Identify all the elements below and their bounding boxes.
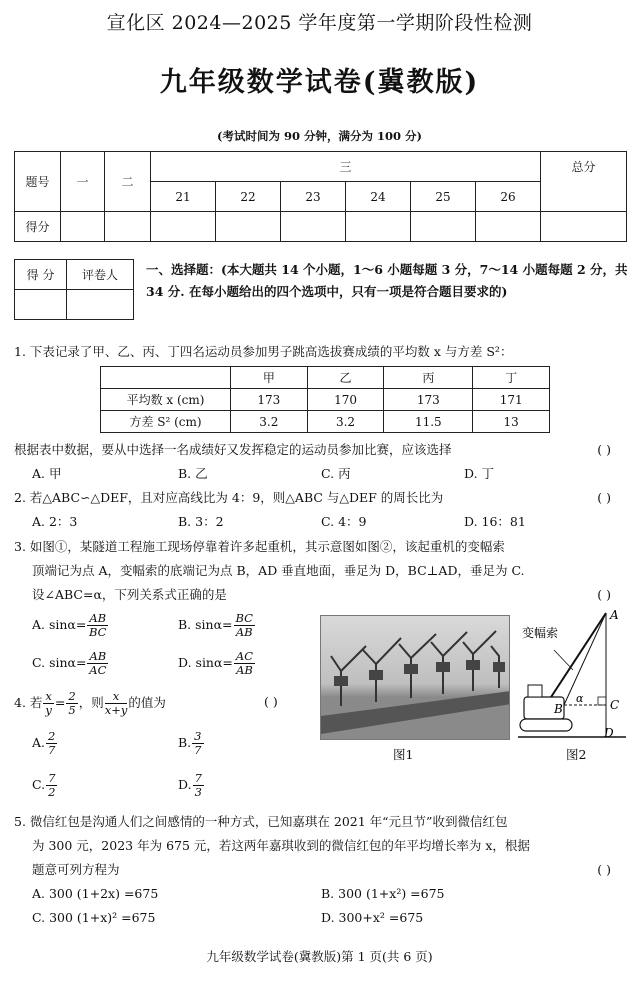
- school-exam-line: 宣化区 2024—2025 学年度第一学期阶段性检测: [106, 12, 533, 34]
- score-table-total: 总分: [541, 152, 627, 212]
- equals-sign: =: [54, 695, 66, 710]
- numerator: 7: [194, 771, 202, 785]
- q4-mid: ，则: [78, 695, 104, 710]
- score-table-sub-24: 24: [346, 182, 411, 212]
- denominator: BC: [89, 625, 107, 639]
- grader-name-cell[interactable]: [67, 290, 134, 320]
- score-table-col-1: 一: [61, 152, 105, 212]
- score-cell[interactable]: [105, 212, 151, 242]
- crane-photo-drawing: [321, 616, 510, 740]
- exam-info: (考试时间为 90 分钟，满分为 100 分): [217, 129, 422, 143]
- q4-option-c-label: C.: [32, 777, 46, 792]
- q3-line-3: 设∠ABC=α，下列关系式正确的是: [32, 587, 227, 602]
- q1-col-yi: 乙: [307, 367, 384, 389]
- q4-stem: [14, 690, 314, 717]
- q1-option-b[interactable]: B. 乙: [178, 466, 208, 481]
- denominator: 2: [48, 785, 56, 799]
- q3-line-1: 3. 如图①，某隧道工程施工现场停靠着许多起重机，其示意图如图②，该起重机的变幅索: [14, 539, 505, 554]
- q1-cell: 173: [384, 389, 473, 411]
- fraction: [46, 730, 57, 757]
- denominator: AC: [89, 663, 107, 677]
- label-pointer: [554, 650, 573, 670]
- denominator: 3: [194, 785, 202, 799]
- q1-cell: 3.2: [307, 411, 384, 433]
- right-angle-mark: [598, 697, 606, 705]
- q3-option-a[interactable]: [32, 612, 109, 639]
- q3-option-d-label: D. sinα=: [178, 655, 233, 670]
- q4-option-d[interactable]: [178, 772, 205, 799]
- q3-option-c-label: C. sinα=: [32, 655, 87, 670]
- q1-cell: 13: [473, 411, 550, 433]
- score-table-sub-22: 22: [216, 182, 281, 212]
- numerator: 7: [48, 771, 56, 785]
- q1-option-a[interactable]: A. 甲: [32, 466, 62, 481]
- q5-option-a[interactable]: A. 300 (1+2x) =675: [32, 886, 159, 901]
- answer-paren[interactable]: ( ): [597, 587, 611, 602]
- point-b-label: B: [554, 702, 563, 716]
- luffing-rope: [564, 613, 606, 705]
- score-cell[interactable]: [541, 212, 627, 242]
- q3-option-d[interactable]: [178, 650, 256, 677]
- score-cell[interactable]: [216, 212, 281, 242]
- score-table-col-2: 二: [105, 152, 151, 212]
- q5-line-1: 5. 微信红包是沟通人们之间感情的一种方式，已知嘉琪在 2021 年“元旦节”收到微信红包: [14, 814, 508, 829]
- q3-line-3-row: [32, 583, 629, 607]
- q1-question-text: 根据表中数据，要从中选择一名成绩好又发挥稳定的运动员参加比赛，应该选择: [14, 442, 452, 457]
- fraction: [105, 690, 128, 717]
- q2-option-b[interactable]: B. 3：2: [178, 514, 224, 529]
- denominator: 7: [194, 743, 202, 757]
- page-footer: 九年级数学试卷(冀教版)第 1 页(共 6 页): [206, 949, 433, 964]
- point-a-label: A: [610, 608, 619, 622]
- denominator: AB: [236, 663, 253, 677]
- fig2-luffing-label: 变幅索: [522, 626, 559, 640]
- fraction: [43, 690, 54, 717]
- q1-cell: 173: [231, 389, 308, 411]
- score-cell[interactable]: [411, 212, 476, 242]
- q3-option-c[interactable]: [32, 650, 109, 677]
- numerator: 2: [68, 689, 76, 703]
- grader-table: [14, 259, 134, 320]
- fraction: [87, 612, 108, 639]
- numerator: 2: [48, 729, 56, 743]
- numerator: BC: [235, 611, 253, 625]
- numerator: 3: [194, 729, 202, 743]
- section-1-header: 一、选择题：(本大题共 14 个小题，1～6 小题每题 3 分，7～14 小题每题 2 分，共 34 分. 在每小题给出的四个选项中，只有一项是符合题目要求的): [146, 262, 628, 299]
- fraction: [87, 650, 108, 677]
- q4-option-c[interactable]: [32, 772, 58, 799]
- numerator: AB: [89, 649, 107, 663]
- denominator: AB: [235, 625, 253, 639]
- fraction: [192, 730, 203, 757]
- q2-option-a[interactable]: A. 2：3: [32, 514, 78, 529]
- grader-name-label: 评卷人: [67, 260, 134, 290]
- q2-option-c[interactable]: C. 4：9: [321, 514, 367, 529]
- q3-option-b[interactable]: [178, 612, 256, 639]
- q5-option-b[interactable]: B. 300 (1+x²) =675: [321, 886, 445, 901]
- fraction: [193, 772, 204, 799]
- score-cell[interactable]: [346, 212, 411, 242]
- q1-cell: 170: [307, 389, 384, 411]
- q5-line-3: 题意可列方程为: [32, 862, 120, 877]
- score-table-sub-25: 25: [411, 182, 476, 212]
- answer-paren[interactable]: ( ): [597, 442, 611, 457]
- grader-score-label: 得 分: [15, 260, 67, 290]
- q3-line-2: 顶端记为点 A，变幅索的底端记为点 B，AD 垂直地面，垂足为 D，BC⊥AD，垂足为 C.: [32, 563, 525, 578]
- figure-2-caption: 图2: [566, 747, 587, 762]
- q4-suffix: 的值为: [128, 695, 166, 710]
- denominator: x+y: [104, 703, 128, 717]
- q5-option-c[interactable]: C. 300 (1+x)² =675: [32, 910, 156, 925]
- q4-prefix: 4. 若: [14, 695, 43, 710]
- crane-cab: [528, 685, 542, 697]
- q4-option-a-label: A.: [32, 735, 46, 750]
- q1-cell: 171: [473, 389, 550, 411]
- q5-option-d[interactable]: D. 300+x² =675: [321, 910, 424, 925]
- q5-line-3-row: [32, 858, 629, 882]
- point-d-label: D: [604, 726, 614, 740]
- q1-stem: 1. 下表记录了甲、乙、丙、丁四名运动员参加男子跳高选拔赛成绩的平均数 x 与方差 S²：: [14, 344, 513, 359]
- answer-paren[interactable]: ( ): [597, 862, 611, 877]
- q1-col-bing: 丙: [384, 367, 473, 389]
- q1-row-mean-label: 平均数 x (cm): [101, 389, 231, 411]
- numerator: AC: [235, 649, 254, 663]
- fraction: [234, 650, 255, 677]
- q1-cell: 11.5: [384, 411, 473, 433]
- score-table-sub-26: 26: [476, 182, 541, 212]
- denominator: 7: [48, 743, 56, 757]
- answer-paren[interactable]: ( ): [597, 490, 611, 505]
- q5-line-2: 为 300 元，2023 年为 675 元，若这两年嘉琪收到的微信红包的年平均增长率为 x，根据: [32, 838, 530, 853]
- q3-option-a-label: A. sinα=: [32, 617, 87, 632]
- score-table-header-label: 题号: [15, 152, 61, 212]
- q4-option-d-label: D.: [178, 777, 192, 792]
- crane-photo: [320, 615, 510, 740]
- page-title: 九年级数学试卷(冀教版): [159, 67, 480, 98]
- score-table-col-3: 三: [151, 152, 541, 182]
- score-table: [14, 151, 627, 242]
- q4-option-b[interactable]: [178, 730, 205, 757]
- q3-option-b-label: B. sinα=: [178, 617, 233, 632]
- q4-option-b-label: B.: [178, 735, 192, 750]
- point-c-label: C: [610, 698, 620, 712]
- q1-option-d[interactable]: D. 丁: [464, 466, 495, 481]
- q4-option-a[interactable]: [32, 730, 58, 757]
- score-table-score-label: 得分: [15, 212, 61, 242]
- score-cell[interactable]: [61, 212, 105, 242]
- alpha-label: α: [576, 692, 584, 705]
- numerator: x: [45, 689, 52, 703]
- q1-cell: 3.2: [231, 411, 308, 433]
- q1-option-c[interactable]: C. 丙: [321, 466, 351, 481]
- q1-col-jia: 甲: [231, 367, 308, 389]
- crane-schematic: [518, 605, 633, 745]
- numerator: AB: [89, 611, 107, 625]
- q2-option-d[interactable]: D. 16：81: [464, 514, 526, 529]
- grader-score-cell[interactable]: [15, 290, 67, 320]
- q2-stem-row: [14, 486, 629, 510]
- q2-stem: 2. 若△ABC∽△DEF，且对应高线比为 4：9，则△ABC 与△DEF 的周长比为: [14, 490, 444, 505]
- q1-col-ding: 丁: [473, 367, 550, 389]
- crane-tracks: [520, 719, 572, 731]
- fraction: [234, 612, 255, 639]
- q1-table-corner: [101, 367, 231, 389]
- score-table-sub-23: 23: [281, 182, 346, 212]
- score-cell[interactable]: [151, 212, 216, 242]
- q1-data-table: [100, 366, 550, 433]
- denominator: 5: [68, 703, 76, 717]
- numerator: x: [105, 690, 128, 704]
- answer-paren[interactable]: ( ): [264, 694, 278, 709]
- score-table-sub-21: 21: [151, 182, 216, 212]
- denominator: y: [45, 703, 52, 717]
- fraction: [66, 690, 77, 717]
- figure-1-caption: 图1: [393, 747, 414, 762]
- fraction: [46, 772, 57, 799]
- score-cell[interactable]: [281, 212, 346, 242]
- q1-question: [14, 438, 629, 462]
- q1-row-variance-label: 方差 S² (cm): [101, 411, 231, 433]
- score-cell[interactable]: [476, 212, 541, 242]
